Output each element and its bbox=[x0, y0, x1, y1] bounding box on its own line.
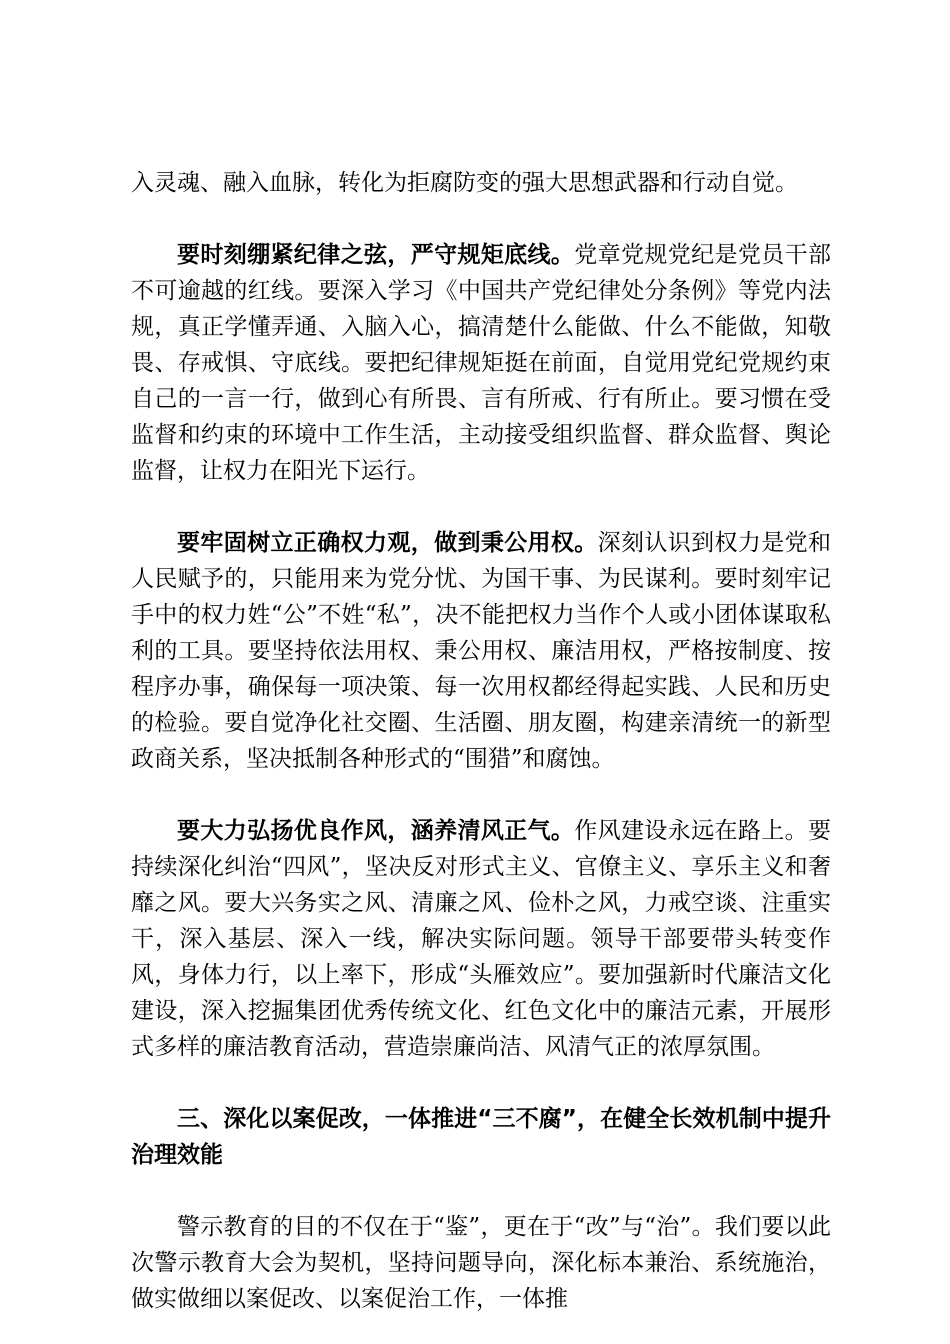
paragraph-spacer bbox=[131, 489, 831, 525]
paragraph-discipline bbox=[131, 237, 831, 489]
paragraph-power bbox=[131, 525, 831, 777]
continuation-paragraph: 入灵魂、融入血脉，转化为拒腐防变的强大思想武器和行动自觉。 bbox=[131, 170, 798, 196]
paragraph-spacer bbox=[131, 777, 831, 813]
paragraph-body: 深刻认识到权力是党和人民赋予的，只能用来为党分忧、为国干事、为民谋利。要时刻牢记手中的权力姓“公”不姓“私”，决不能把权力当作个人或小团体谋取私利的工具。要坚持依法用权、秉公用权、廉洁用权，严格按制度、按程序办事，确保每一项决策、每一次用权都经得起实践、人民和历史的检验。要自觉净化社交圈、生活圈、朋友圈，构建亲清统一的新型政商关系，坚决抵制各种形式的“围猎”和腐蚀。 bbox=[131, 530, 832, 772]
paragraph-spacer bbox=[131, 1173, 831, 1209]
paragraph-lead: 要大力弘扬优良作风，涵养清风正气。 bbox=[177, 818, 575, 844]
paragraph-lead: 要时刻绷紧纪律之弦，严守规矩底线。 bbox=[177, 242, 575, 268]
paragraph-spacer bbox=[131, 201, 831, 237]
paragraph-body: 党章党规党纪是党员干部不可逾越的红线。要深入学习《中国共产党纪律处分条例》等党内法规，真正学懂弄通、入脑入心，搞清楚什么能做、什么不能做，知敬畏、存戒惧、守底线。要把纪律规矩挺在前面，自觉用党纪党规约束自己的一言一行，做到心有所畏、言有所戒、行有所止。要习惯在受监督和约束的环境中工作生活，主动接受组织监督、群众监督、舆论监督，让权力在阳光下运行。 bbox=[131, 242, 832, 484]
document-body bbox=[131, 165, 831, 1317]
paragraph-lead: 要牢固树立正确权力观，做到秉公用权。 bbox=[177, 530, 598, 556]
closing-paragraph: 警示教育的目的不仅在于“鉴”，更在于“改”与“治”。我们要以此次警示教育大会为契机，坚持问题导向，深化标本兼治、系统施治，做实做细以案促改、以案促治工作，一体推 bbox=[131, 1214, 831, 1312]
section-heading: 三、深化以案促改，一体推进“三不腐”，在健全长效机制中提升治理效能 bbox=[131, 1106, 831, 1168]
paragraph-style bbox=[131, 813, 831, 1065]
paragraph-spacer bbox=[131, 1065, 831, 1101]
paragraph-body: 作风建设永远在路上。要持续深化纠治“四风”，坚决反对形式主义、官僚主义、享乐主义和奢靡之风。要大兴务实之风、清廉之风、俭朴之风，力戒空谈、注重实干，深入基层、深入一线，解决实际问题。领导干部要带头转变作风，身体力行，以上率下，形成“头雁效应”。要加强新时代廉洁文化建设，深入挖掘集团优秀传统文化、红色文化中的廉洁元素，开展形式多样的廉洁教育活动，营造崇廉尚洁、风清气正的浓厚氛围。 bbox=[131, 818, 832, 1060]
